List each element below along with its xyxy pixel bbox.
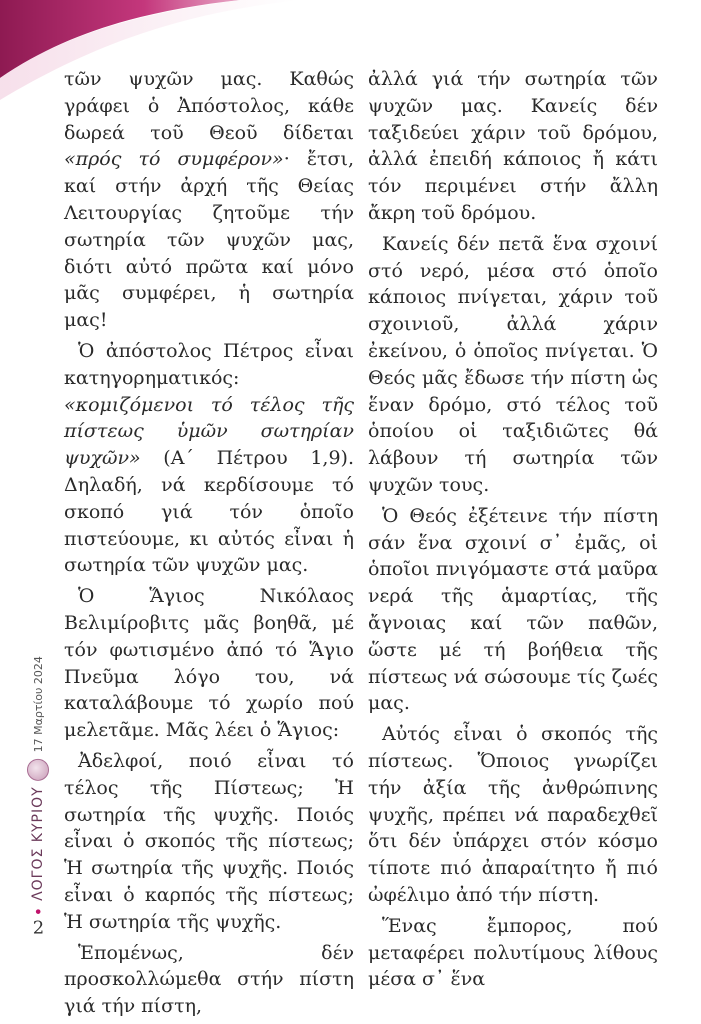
magazine-title: ΛΟΓΟΣ ΚΥΡΙΟΥ <box>30 786 46 901</box>
paragraph <box>64 66 354 334</box>
paragraph: Κανείς δέν πετᾶ ἕνα σχοινί στό νερό, μέσα στό ὁποῖο κάποιος πνίγεται, χάριν τοῦ σχοινιοῦ, ἀλλά χάριν ἐκείνου, ὁ ὁποῖος πνίγεται. Ὁ Θεός μᾶς ἔδωσε τήν πίστη ὡς ἕναν δρόμο, στό τέλος τοῦ ὁποίου οἱ ταξιδιῶτες θά λάβουν τή σωτηρία τῶν ψυχῶν τους. <box>368 232 658 496</box>
scripture-quote: «πρός τό συμφέρον» <box>64 148 284 171</box>
page-spine <box>24 640 52 950</box>
paragraph: Ἑπομένως, δέν προσκολλώμεθα στήν πίστη γιά τήν πίστη, <box>64 941 354 1018</box>
text-column-right <box>368 66 658 997</box>
paragraph-text: · ἔτσι, καί στήν ἀρχή τῆς Θείας Λειτουργίας ζητοῦμε τήν σωτηρία τῶν ψυχῶν μας, διότι αὐτό πρῶτα καί μόνο μᾶς συμφέρει, ἡ σωτηρία μας! <box>64 148 355 332</box>
paragraph: ἀλλά γιά τήν σωτηρία τῶν ψυχῶν μας. Κανείς δέν ταξιδεύει χάριν τοῦ δρόμου, ἀλλά ἐπειδή κάποιος ἤ κάτι τόν περιμένει στήν ἄλλη ἄκρη τοῦ δρόμου. <box>368 68 658 224</box>
text-column-left <box>64 66 354 1024</box>
spine-label <box>27 656 49 939</box>
scripture-quote: «κομιζόμενοι τό τέλος τῆς πίστεως ὑμῶν σωτηρίαν ψυχῶν» <box>64 393 354 470</box>
paragraph: Ἕνας ἔμπορος, πού μεταφέρει πολυτίμους λίθους μέσα σ᾽ ἕνα <box>368 914 658 991</box>
paragraph-text: τῶν ψυχῶν μας. Καθώς γράφει ὁ Ἀπόστολος, κάθε δωρεά τοῦ Θεοῦ δίδεται <box>64 68 354 144</box>
paragraph-text: (Α΄ Πέτρου 1,9). Δηλαδή, νά κερδίσουμε τό σκοπό γιά τόν ὁποῖο πιστεύουμε, κι αὐτός εἶναι ἡ σωτηρία τῶν ψυχῶν μας. <box>64 447 354 577</box>
magazine-emblem-icon <box>27 758 49 780</box>
paragraph <box>64 338 354 579</box>
issue-date: 17 Μαρτίου 2024 <box>31 656 45 753</box>
paragraph-text: Ὁ ἀπόστολος Πέτρος εἶναι κατηγορηματικός: <box>64 339 354 389</box>
paragraph: Ὁ Ἅγιος Νικόλαος Βελιμίροβιτς μᾶς βοηθᾶ, μέ τόν φωτισμένο ἀπό τό Ἅγιο Πνεῦμα λόγο του, νά καταλάβουμε τό χωρίο πού μελετᾶμε. Μᾶς λέει ὁ Ἅγιος: <box>64 585 354 742</box>
bullet-dot: • <box>28 906 48 917</box>
paragraph: Ἀδελφοί, ποιό εἶναι τό τέλος τῆς Πίστεως; Ἡ σωτηρία τῆς ψυχῆς. Ποιός εἶναι ὁ σκοπός τῆς πίστεως; Ἡ σωτηρία τῆς ψυχῆς. Ποιός εἶναι ὁ καρπός τῆς πίστεως; Ἡ σωτηρία τῆς ψυχῆς. <box>64 749 354 933</box>
paragraph: Ὁ Θεός ἐξέτεινε τήν πίστη σάν ἕνα σχοινί σ᾽ ἐμᾶς, οἱ ὁποῖοι πνιγόμαστε στά μαῦρα νερά τῆς ἁμαρτίας, τῆς ἄγνοιας καί τῶν παθῶν, ὥστε μέ τή βοήθεια τῆς πίστεως νά σώσουμε τίς ζωές μας. <box>368 504 658 715</box>
paragraph: Αὐτός εἶναι ὁ σκοπός τῆς πίστεως. Ὅποιος γνωρίζει τήν ἀξία τῆς ἀνθρώπινης ψυχῆς, πρέπει νά παραδεχθεῖ ὅτι δέν ὑπάρχει στόν κόσμο τίποτε πιό ἀπαραίτητο ἤ πιό ὠφέλιμο ἀπό τήν πίστη. <box>368 723 658 906</box>
page-number: 2 <box>32 917 44 939</box>
